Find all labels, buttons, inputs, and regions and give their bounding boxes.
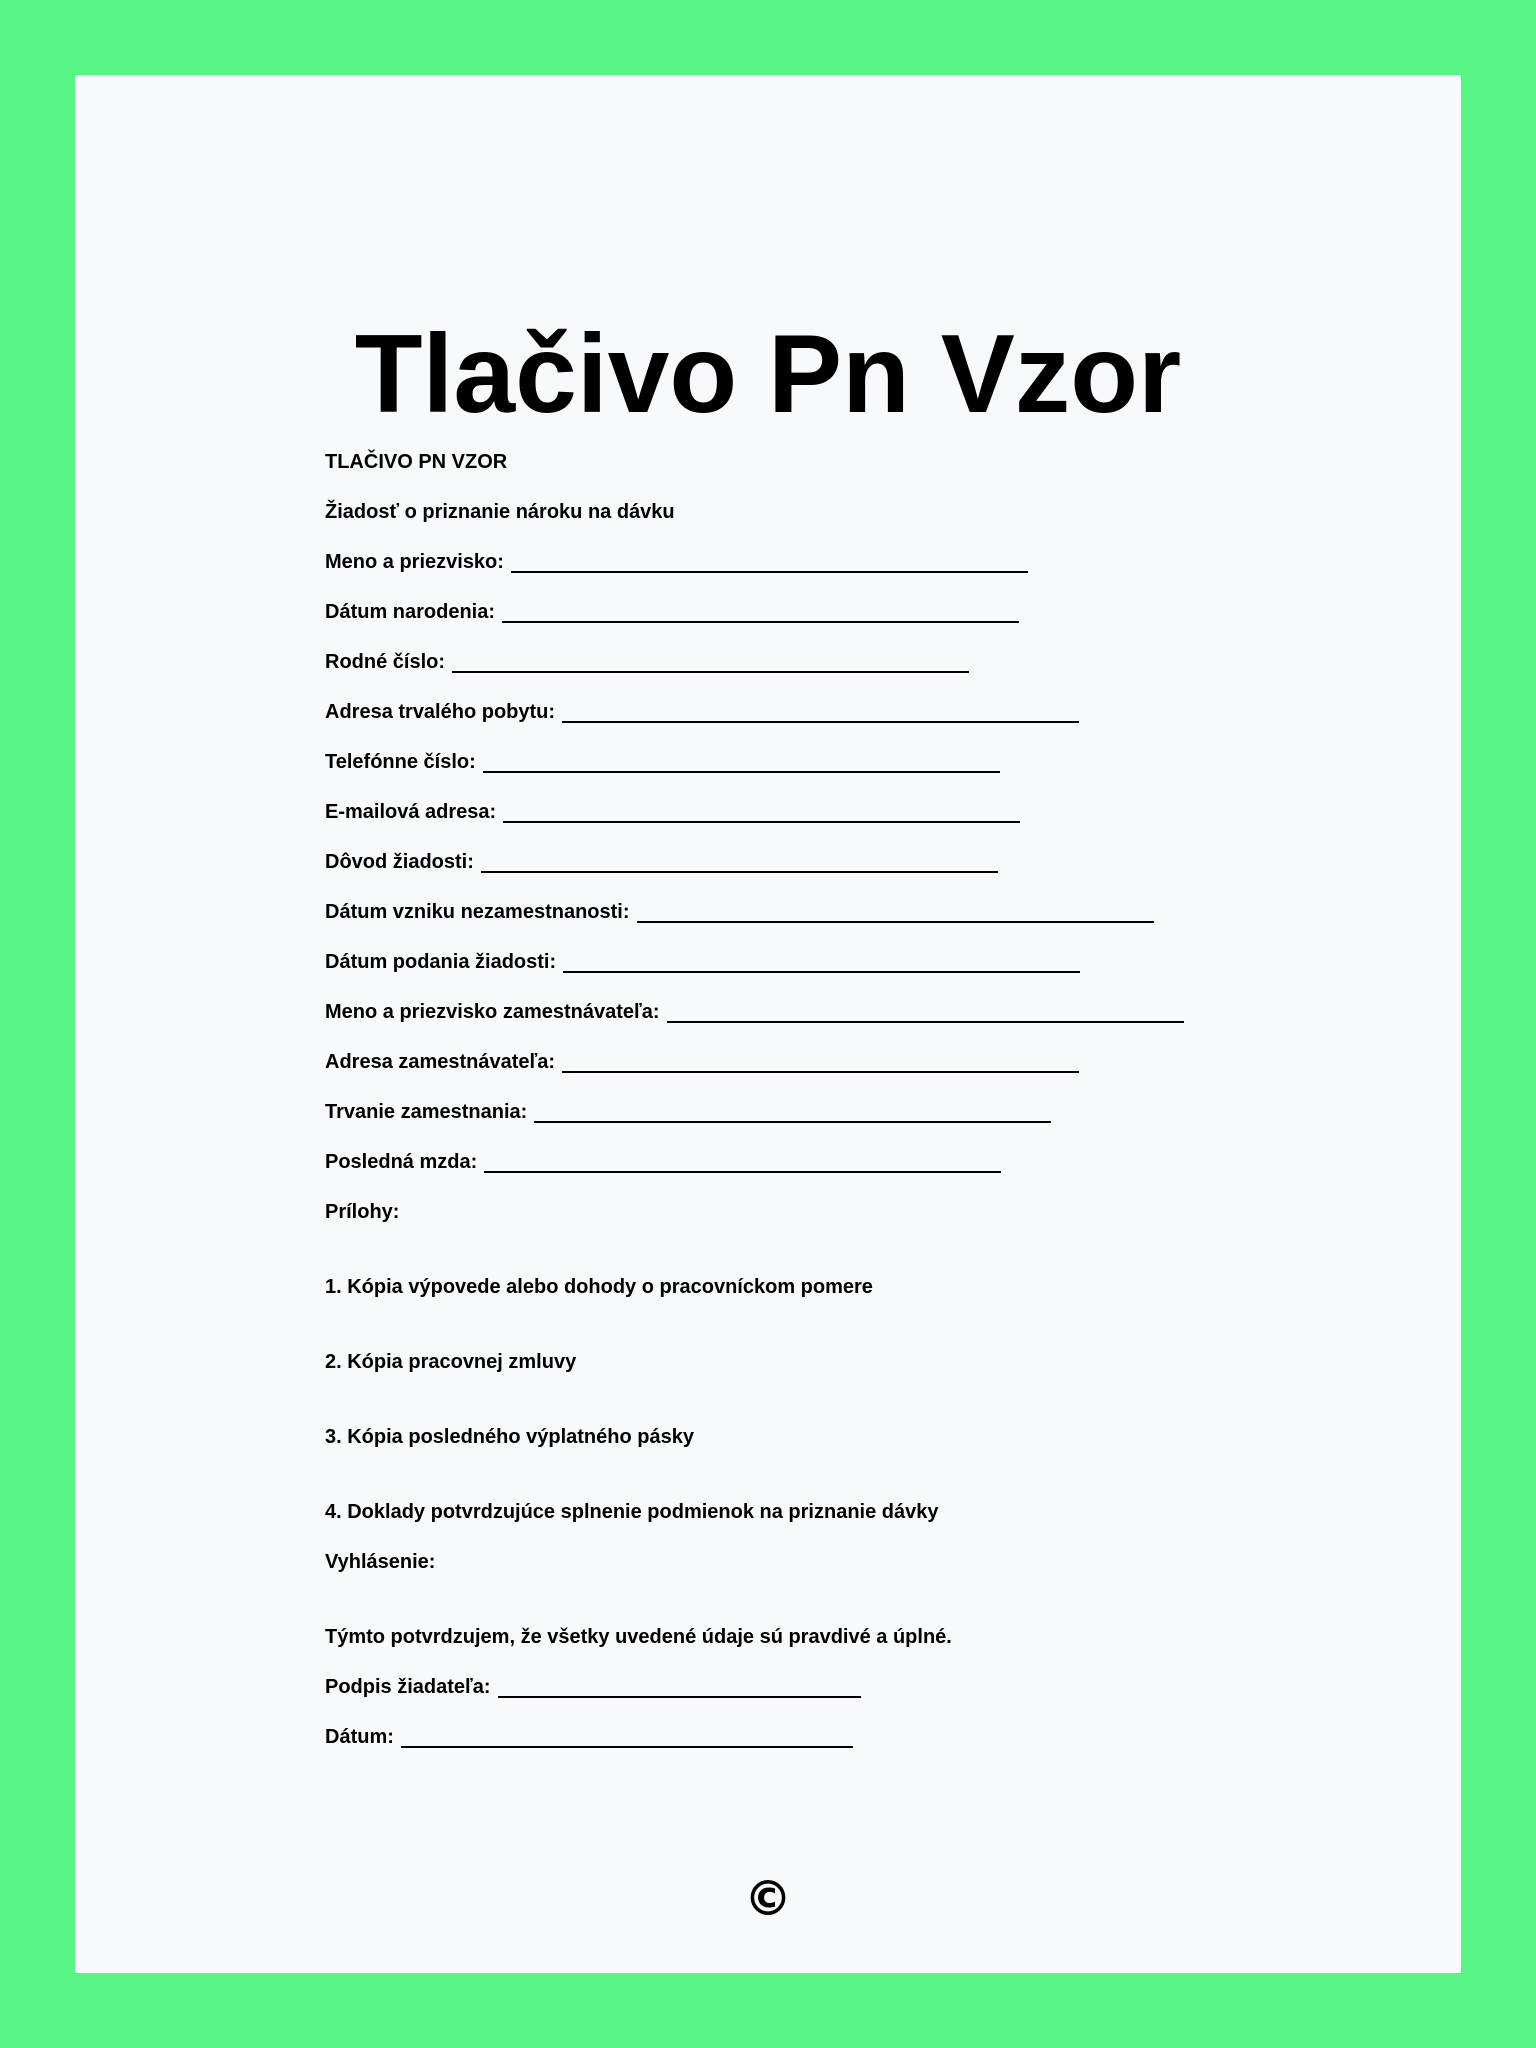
document-title: Tlačivo Pn Vzor: [354, 312, 1182, 436]
field-label: Adresa trvalého pobytu:: [325, 701, 556, 723]
declaration-label: Vyhlásenie:: [325, 1551, 436, 1573]
fill-in-line[interactable]: [562, 721, 1079, 723]
field-birth-number: [325, 650, 969, 674]
field-label: Trvanie zamestnania:: [325, 1101, 528, 1123]
field-label: Rodné číslo:: [325, 651, 446, 673]
field-unemployment-date: [325, 900, 1154, 924]
form-subheading: Žiadosť o priznanie nároku na dávku: [325, 501, 675, 523]
copyright-icon: ©: [744, 1871, 792, 1927]
field-date: [325, 1725, 853, 1749]
fill-in-line[interactable]: [511, 571, 1028, 573]
field-label: Meno a priezvisko:: [325, 551, 504, 573]
field-label: Adresa zamestnávateľa:: [325, 1051, 556, 1073]
fill-in-line[interactable]: [401, 1746, 853, 1748]
field-employment-duration: [325, 1100, 1051, 1124]
fill-in-line[interactable]: [498, 1696, 861, 1698]
fill-in-line[interactable]: [637, 921, 1154, 923]
fill-in-line[interactable]: [484, 1171, 1001, 1173]
field-permanent-address: [325, 700, 1079, 724]
document-sheet: [75, 75, 1461, 1973]
fill-in-line[interactable]: [503, 821, 1020, 823]
field-birth-date: [325, 600, 1019, 624]
fill-in-line[interactable]: [667, 1021, 1184, 1023]
declaration-text: Týmto potvrdzujem, že všetky uvedené údaje sú pravdivé a úplné.: [325, 1626, 952, 1648]
fill-in-line[interactable]: [534, 1121, 1051, 1123]
fill-in-line[interactable]: [481, 871, 998, 873]
field-employer-address: [325, 1050, 1079, 1074]
field-reason: [325, 850, 998, 874]
field-employer-name: [325, 1000, 1184, 1024]
field-label: Podpis žiadateľa:: [325, 1676, 491, 1698]
attachment-item: 2. Kópia pracovnej zmluvy: [325, 1351, 577, 1373]
attachment-item: 3. Kópia posledného výplatného pásky: [325, 1426, 694, 1448]
fill-in-line[interactable]: [562, 1071, 1079, 1073]
field-label: Dátum vzniku nezamestnanosti:: [325, 901, 630, 923]
field-label: Telefónne číslo:: [325, 751, 476, 773]
fill-in-line[interactable]: [563, 971, 1080, 973]
field-last-wage: [325, 1150, 1001, 1174]
field-label: Posledná mzda:: [325, 1151, 478, 1173]
field-full-name: [325, 550, 1028, 574]
field-label: Dátum podania žiadosti:: [325, 951, 557, 973]
fill-in-line[interactable]: [502, 621, 1019, 623]
attachment-item: 4. Doklady potvrdzujúce splnenie podmienok na priznanie dávky: [325, 1501, 939, 1523]
fill-in-line[interactable]: [483, 771, 1000, 773]
fill-in-line[interactable]: [452, 671, 969, 673]
field-label: Dátum narodenia:: [325, 601, 496, 623]
field-label: Dátum:: [325, 1726, 394, 1748]
form-heading: TLAČIVO PN VZOR: [325, 451, 508, 473]
field-phone-number: [325, 750, 1000, 774]
field-label: Meno a priezvisko zamestnávateľa:: [325, 1001, 660, 1023]
form-body: [325, 75, 1425, 1973]
field-signature: [325, 1675, 861, 1699]
attachment-item: 1. Kópia výpovede alebo dohody o pracovníckom pomere: [325, 1276, 873, 1298]
field-application-date: [325, 950, 1080, 974]
field-email: [325, 800, 1020, 824]
field-label: E-mailová adresa:: [325, 801, 497, 823]
attachments-label: Prílohy:: [325, 1201, 400, 1223]
field-label: Dôvod žiadosti:: [325, 851, 474, 873]
